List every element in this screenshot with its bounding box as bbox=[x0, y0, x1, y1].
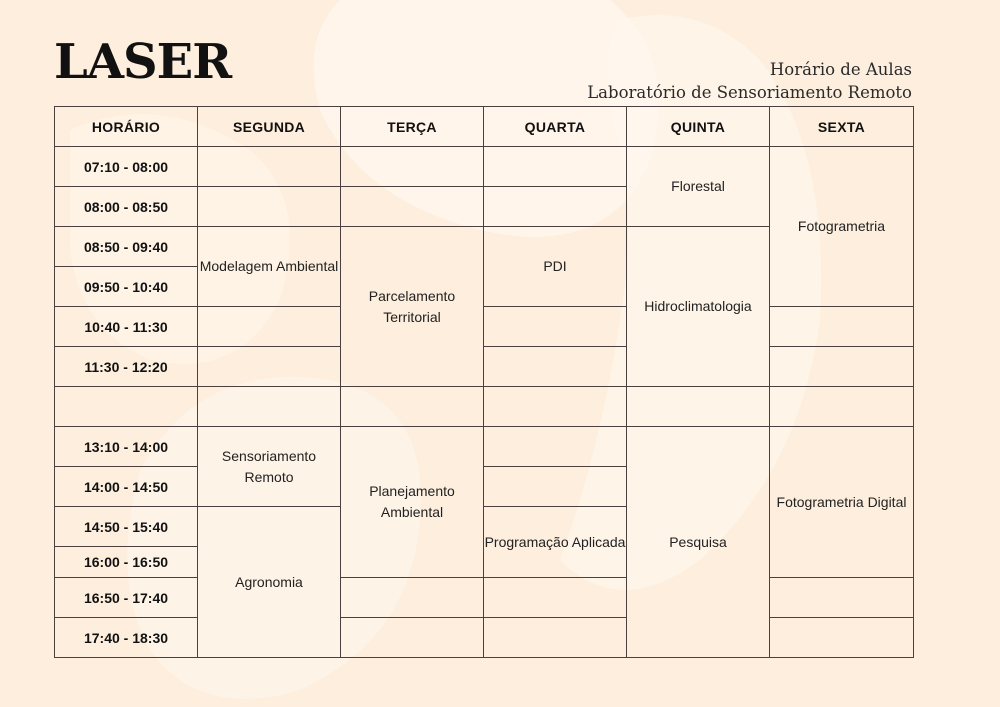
time-slot: 17:40 - 18:30 bbox=[55, 618, 198, 658]
empty-cell bbox=[341, 578, 484, 618]
class-cell-planejamento-ambiental: Planejamento Ambiental bbox=[341, 427, 484, 578]
empty-cell bbox=[198, 307, 341, 347]
brand-logo: LASER bbox=[54, 34, 232, 90]
subtitle-line-lab: Laboratório de Sensoriamento Remoto bbox=[587, 83, 912, 102]
empty-cell bbox=[198, 347, 341, 387]
class-cell-parcelamento-territorial: Parcelamento Territorial bbox=[341, 227, 484, 387]
table-row bbox=[55, 347, 914, 387]
empty-cell bbox=[198, 147, 341, 187]
column-header-segunda: SEGUNDA bbox=[198, 107, 341, 147]
empty-cell bbox=[341, 147, 484, 187]
empty-cell bbox=[484, 467, 627, 507]
time-slot bbox=[55, 387, 198, 427]
empty-cell bbox=[770, 387, 914, 427]
page-subtitle bbox=[587, 58, 912, 104]
column-header-horario: HORÁRIO bbox=[55, 107, 198, 147]
time-slot: 13:10 - 14:00 bbox=[55, 427, 198, 467]
empty-cell bbox=[484, 387, 627, 427]
empty-cell bbox=[770, 618, 914, 658]
empty-cell bbox=[484, 187, 627, 227]
header-row bbox=[55, 107, 914, 147]
column-header-terca: TERÇA bbox=[341, 107, 484, 147]
time-slot: 08:50 - 09:40 bbox=[55, 227, 198, 267]
table-row bbox=[55, 578, 914, 618]
empty-cell bbox=[484, 307, 627, 347]
empty-cell bbox=[770, 578, 914, 618]
empty-cell bbox=[770, 347, 914, 387]
class-cell-sensoriamento-remoto: Sensoriamento Remoto bbox=[198, 427, 341, 507]
empty-cell bbox=[341, 387, 484, 427]
class-cell-hidroclimatologia: Hidroclimatologia bbox=[627, 227, 770, 387]
class-cell-programacao-aplicada: Programação Aplicada bbox=[484, 507, 627, 578]
class-cell-florestal: Florestal bbox=[627, 147, 770, 227]
empty-cell bbox=[627, 387, 770, 427]
time-slot: 14:00 - 14:50 bbox=[55, 467, 198, 507]
empty-cell bbox=[198, 387, 341, 427]
time-slot: 14:50 - 15:40 bbox=[55, 507, 198, 547]
column-header-quinta: QUINTA bbox=[627, 107, 770, 147]
time-slot: 10:40 - 11:30 bbox=[55, 307, 198, 347]
time-slot: 07:10 - 08:00 bbox=[55, 147, 198, 187]
class-cell-pesquisa: Pesquisa bbox=[627, 427, 770, 658]
class-cell-pdi: PDI bbox=[484, 227, 627, 307]
class-cell-fotogrametria-digital: Fotogrametria Digital bbox=[770, 427, 914, 578]
empty-cell bbox=[484, 427, 627, 467]
empty-cell bbox=[198, 187, 341, 227]
time-slot: 16:00 - 16:50 bbox=[55, 547, 198, 578]
time-slot: 11:30 - 12:20 bbox=[55, 347, 198, 387]
time-slot: 16:50 - 17:40 bbox=[55, 578, 198, 618]
empty-cell bbox=[484, 578, 627, 618]
break-row bbox=[55, 387, 914, 427]
column-header-quarta: QUARTA bbox=[484, 107, 627, 147]
empty-cell bbox=[484, 347, 627, 387]
table-row bbox=[55, 618, 914, 658]
empty-cell bbox=[484, 618, 627, 658]
time-slot: 08:00 - 08:50 bbox=[55, 187, 198, 227]
class-cell-modelagem-ambiental: Modelagem Ambiental bbox=[198, 227, 341, 307]
empty-cell bbox=[484, 147, 627, 187]
table-row bbox=[55, 427, 914, 467]
schedule-table bbox=[54, 106, 914, 658]
empty-cell bbox=[341, 618, 484, 658]
time-slot: 09:50 - 10:40 bbox=[55, 267, 198, 307]
empty-cell bbox=[770, 307, 914, 347]
class-cell-fotogrametria: Fotogrametria bbox=[770, 147, 914, 307]
table-row bbox=[55, 147, 914, 187]
subtitle-line-schedule: Horário de Aulas bbox=[769, 60, 912, 79]
empty-cell bbox=[341, 187, 484, 227]
table-row bbox=[55, 307, 914, 347]
class-cell-agronomia: Agronomia bbox=[198, 507, 341, 658]
column-header-sexta: SEXTA bbox=[770, 107, 914, 147]
